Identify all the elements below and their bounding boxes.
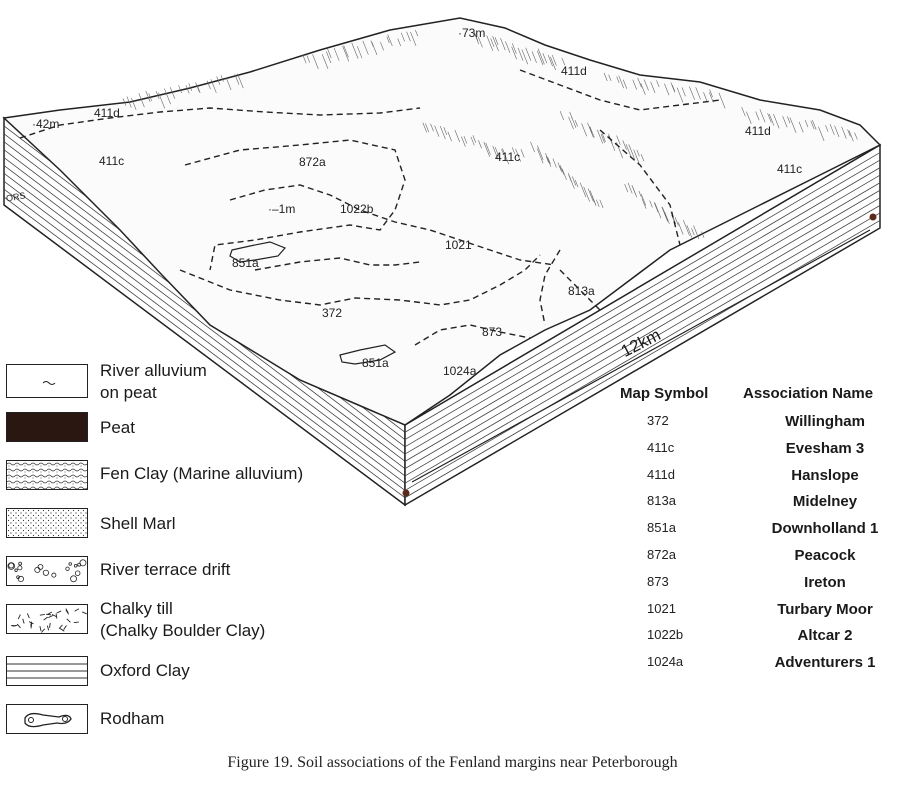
association-name: Downholland 1 xyxy=(771,520,879,538)
legend-label: Peat xyxy=(100,418,135,437)
scale-label: 12km xyxy=(618,325,664,361)
table-row xyxy=(615,467,900,493)
spot-height-minus-1m: ·–1m xyxy=(268,202,296,216)
soil-label-813a: 813a xyxy=(568,284,595,298)
table-row xyxy=(615,493,900,519)
association-name: Midelney xyxy=(792,493,858,511)
table-row xyxy=(615,520,900,546)
map-symbol: 1022b xyxy=(647,627,684,643)
soil-label-411c: 411c xyxy=(777,162,803,176)
table-row xyxy=(615,413,900,439)
river-alluvium-swatch xyxy=(6,364,88,398)
association-name: Altcar 2 xyxy=(797,627,853,645)
figure-caption: Figure 19. Soil associations of the Fenland margins near Peterborough xyxy=(227,754,678,771)
fen-clay-swatch xyxy=(6,460,88,490)
map-symbol: 1021 xyxy=(647,600,676,616)
soil-label-372: 372 xyxy=(322,306,343,320)
soil-label-411d: 411d xyxy=(94,106,120,120)
river-terrace-drift-swatch xyxy=(6,556,88,586)
legend-label: Oxford Clay xyxy=(100,661,190,680)
table-row xyxy=(615,654,900,680)
chalky-till-swatch xyxy=(6,604,88,634)
oxford-clay-swatch xyxy=(6,656,88,686)
ors-label: ORS xyxy=(5,190,27,204)
legend-label: Shell Marl xyxy=(100,514,176,533)
association-name: Willingham xyxy=(785,413,865,430)
table-row xyxy=(615,440,900,466)
association-name: Hanslope xyxy=(791,466,859,484)
soil-label-1024a: 1024a xyxy=(443,364,477,378)
table-row xyxy=(615,547,900,573)
soil-label-851a: 851a xyxy=(232,256,259,270)
table-header-name: Association Name xyxy=(743,385,874,402)
legend-label: River alluvium on peat xyxy=(100,361,207,402)
table-header-symbol: Map Symbol xyxy=(620,385,709,402)
association-name: Ireton xyxy=(804,573,846,591)
spot-height-73m: ·73m xyxy=(458,26,486,40)
association-name: Adventurers 1 xyxy=(774,654,876,672)
soil-label-851a: 851a xyxy=(362,356,389,370)
map-symbol: 873 xyxy=(647,573,669,589)
association-name: Turbary Moor xyxy=(777,600,873,618)
soil-label-873: 873 xyxy=(482,325,503,339)
association-name: Peacock xyxy=(794,547,856,564)
table-row xyxy=(615,601,900,627)
map-symbol: 851a xyxy=(647,520,676,536)
soil-label-411d: 411d xyxy=(745,124,771,138)
association-name: Evesham 3 xyxy=(785,439,865,457)
map-symbol: 411d xyxy=(647,466,675,482)
legend-label: Chalky till (Chalky Boulder Clay) xyxy=(100,599,266,640)
soil-label-411c: 411c xyxy=(495,150,521,164)
soil-label-1021: 1021 xyxy=(445,238,472,252)
legend-label: Fen Clay (Marine alluvium) xyxy=(100,464,304,483)
spot-height-42m: ·42m xyxy=(32,117,60,131)
map-symbol: 872a xyxy=(647,547,676,562)
legend-label: Rodham xyxy=(100,709,165,728)
legend-label: River terrace drift xyxy=(100,560,231,579)
map-symbol: 411c xyxy=(647,439,675,455)
map-symbol: 1024a xyxy=(647,654,684,670)
soil-label-411c: 411c xyxy=(99,154,125,168)
shell-marl-swatch xyxy=(6,508,88,538)
map-symbol: 372 xyxy=(647,413,669,428)
table-row xyxy=(615,574,900,600)
table-row xyxy=(615,627,900,653)
rodham-swatch xyxy=(6,704,88,734)
soil-label-411d: 411d xyxy=(561,64,587,78)
peat-swatch xyxy=(6,412,88,442)
soil-label-872a: 872a xyxy=(299,155,326,169)
map-symbol: 813a xyxy=(647,493,676,509)
soil-label-1022b: 1022b xyxy=(340,202,374,216)
